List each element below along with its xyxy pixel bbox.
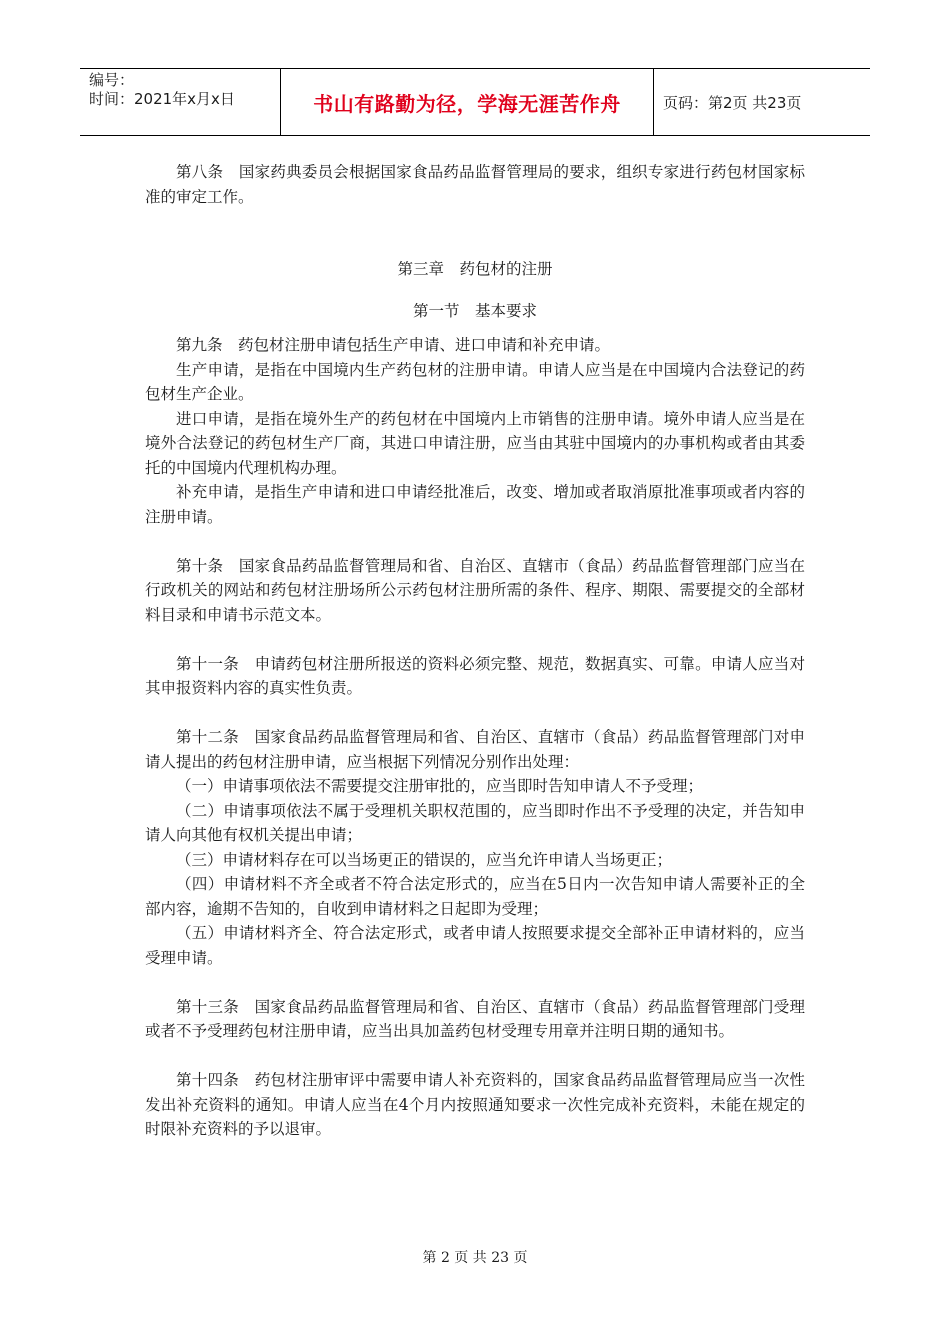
article-9-paragraph: 补充申请，是指生产申请和进口申请经批准后，改变、增加或者取消原批准事项或者内容的注册申请。: [145, 483, 805, 526]
document-body: [145, 160, 805, 1142]
article-14: 第十四条 药包材注册审评中需要申请人补充资料的，国家食品药品监督管理局应当一次性发出补充资料的通知。申请人应当在4个月内按照通知要求一次性完成补充资料，未能在规定的时限补充资料的予以退审。: [145, 1071, 805, 1138]
article-9: 第九条 药包材注册申请包括生产申请、进口申请和补充申请。: [176, 336, 611, 354]
header-left-cell: [80, 69, 281, 135]
paragraph-spacer: [145, 1044, 805, 1069]
paragraph-spacer: [145, 701, 805, 726]
motto-text: 书山有路勤为径，学海无涯苦作舟: [313, 91, 621, 116]
article-12-item: （三）申请材料存在可以当场更正的错误的，应当允许申请人当场更正；: [176, 850, 673, 869]
paragraph-spacer: [145, 970, 805, 995]
article-12-item: （四）申请材料不齐全或者不符合法定形式的，应当在5日内一次告知申请人需要补正的全部内容，逾期不告知的，自收到申请材料之日起即为受理；: [145, 875, 805, 918]
header-page-cell: [654, 69, 870, 135]
article-9-paragraph: 生产申请，是指在中国境内生产药包材的注册申请。申请人应当是在中国境内合法登记的药包材生产企业。: [145, 360, 805, 403]
article-9-paragraph: 进口申请，是指在境外生产的药包材在中国境内上市销售的注册申请。境外申请人应当是在境外合法登记的药包材生产厂商，其进口申请注册，应当由其驻中国境内的办事机构或者由其委托的中国境内代理机构办理。: [145, 409, 805, 477]
article-12-item: （五）申请材料齐全、符合法定形式，或者申请人按照要求提交全部补正申请材料的，应当受理申请。: [145, 924, 805, 967]
section-title: 第一节 基本要求: [412, 301, 537, 320]
article-13: 第十三条 国家食品药品监督管理局和省、自治区、直辖市（食品）药品监督管理部门受理或者不予受理药包材注册申请，应当出具加盖药包材受理专用章并注明日期的通知书。: [145, 997, 805, 1040]
document-date: 时间：2021年x月x日: [89, 90, 235, 108]
header-table: [80, 68, 870, 136]
article-12-item: （一）申请事项依法不需要提交注册审批的，应当即时告知申请人不予受理；: [176, 777, 704, 795]
page-indicator: 页码：第2页 共23页: [663, 93, 802, 112]
header-motto-cell: [281, 69, 654, 135]
chapter-title: 第三章 药包材的注册: [397, 260, 553, 278]
paragraph-spacer: [145, 529, 805, 554]
document-number-label: 编号：: [89, 71, 135, 89]
article-10: 第十条 国家食品药品监督管理局和省、自治区、直辖市（食品）药品监督管理部门应当在行政机关的网站和药包材注册场所公示药包材注册所需的条件、程序、期限、需要提交的全部材料目录和申请书示范文本。: [145, 556, 805, 624]
page-footer: 第 2 页 共 23 页: [422, 1250, 528, 1266]
article-11: 第十一条 申请药包材注册所报送的资料必须完整、规范，数据真实、可靠。申请人应当对其申报资料内容的真实性负责。: [145, 654, 805, 697]
paragraph-spacer: [145, 627, 805, 652]
article-12-item: （二）申请事项依法不属于受理机关职权范围的，应当即时作出不予受理的决定，并告知申请人向其他有权机关提出申请；: [145, 801, 805, 844]
article-12: 第十二条 国家食品药品监督管理局和省、自治区、直辖市（食品）药品监督管理部门对申请人提出的药包材注册申请，应当根据下列情况分别作出处理：: [145, 728, 805, 771]
article-8: 第八条 国家药典委员会根据国家食品药品监督管理局的要求，组织专家进行药包材国家标准的审定工作。: [145, 163, 805, 206]
